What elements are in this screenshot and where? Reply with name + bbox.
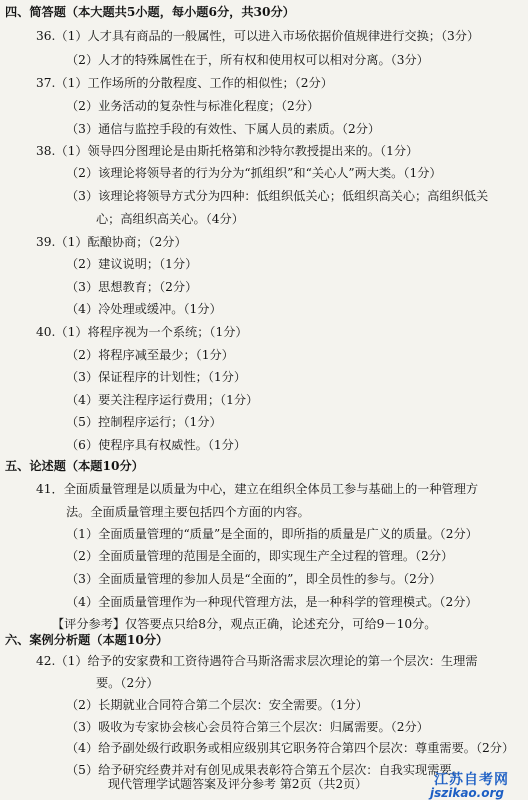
- text-line: 【评分参考】仅答要点只给8分，观点正确，论述充分，可给9－10分。: [52, 617, 437, 631]
- section-heading: 五、论述题（本题10分）: [5, 459, 144, 473]
- text-line: 42.（1）给予的安家费和工资待遇符合马斯洛需求层次理论的第一个层次：生理需: [36, 654, 478, 668]
- watermark-url: jszikao.org: [430, 786, 504, 800]
- text-line: （4）给予副处级行政职务或相应级别其它职务符合第四个层次：尊重需要。（2分）: [66, 741, 515, 755]
- text-line: （4）全面质量管理作为一种现代管理方法，是一种科学的管理模式。（2分）: [66, 595, 478, 609]
- text-line: 39.（1）酝酿协商；（2分）: [36, 235, 187, 249]
- section-heading: 四、简答题（本大题共5小题，每小题6分，共30分）: [5, 5, 295, 19]
- text-line: （3）全面质量管理的参加人员是“全面的”，即全员性的参与。（2分）: [66, 572, 442, 586]
- text-line: （2）业务活动的复杂性与标准化程度；（2分）: [66, 99, 320, 113]
- text-line: （2）长期就业合同符合第二个层次：安全需要。（1分）: [66, 698, 368, 712]
- watermark-logo: [428, 773, 526, 799]
- text-line: （1）全面质量管理的“质量”是全面的，即所指的质量是广义的质量。（2分）: [66, 527, 478, 541]
- text-line: （4）冷处理或缓冲。（1分）: [66, 302, 222, 316]
- text-line: （3）通信与监控手段的有效性、下属人员的素质。（2分）: [66, 122, 381, 136]
- text-line: （2）建议说明；（1分）: [66, 257, 198, 271]
- text-line: 37.（1）工作场所的分散程度、工作的相似性；（2分）: [36, 76, 333, 90]
- text-line: （2）人才的特殊属性在于，所有权和使用权可以相对分离。（3分）: [66, 53, 429, 67]
- text-line: 要。（2分）: [96, 676, 159, 690]
- text-line: 法。全面质量管理主要包括四个方面的内容。: [66, 505, 310, 519]
- text-line: （6）使程序具有权威性。（1分）: [66, 438, 247, 452]
- text-line: 心；高组织高关心。（4分）: [96, 212, 244, 226]
- text-line: （4）要关注程序运行费用；（1分）: [66, 393, 259, 407]
- section-heading: 六、案例分析题（本题10分）: [5, 633, 169, 647]
- text-line: （2）将程序减至最少；（1分）: [66, 348, 234, 362]
- watermark-name: 江苏自考网: [434, 772, 509, 788]
- text-line: 40.（1）将程序视为一个系统；（1分）: [36, 325, 248, 339]
- text-line: 38.（1）领导四分图理论是由斯托格第和沙特尔教授提出来的。（1分）: [36, 144, 419, 158]
- text-line: （3）吸收为专家协会核心会员符合第三个层次：归属需要。（2分）: [66, 720, 429, 734]
- text-line: （3）思想教育；（2分）: [66, 280, 198, 294]
- text-line: （3）该理论将领导方式分为四种：低组织低关心；低组织高关心；高组织低关: [66, 189, 489, 203]
- text-line: 41．全面质量管理是以质量为中心，建立在组织全体员工参与基础上的一种管理方: [36, 482, 479, 496]
- text-line: （2）该理论将领导者的行为分为“抓组织”和“关心人”两大类。（1分）: [66, 166, 442, 180]
- text-line: （2）全面质量管理的范围是全面的，即实现生产全过程的管理。（2分）: [66, 549, 454, 563]
- text-line: （3）保证程序的计划性；（1分）: [66, 370, 247, 384]
- text-line: 36.（1）人才具有商品的一般属性，可以进入市场依据价值规律进行交换；（3分）: [36, 29, 480, 43]
- text-line: （5）控制程序运行；（1分）: [66, 415, 222, 429]
- text-line: （5）给予研究经费并对有创见成果表彰符合第五个层次：自我实现需要。: [66, 763, 464, 777]
- page-footer: 现代管理学试题答案及评分参考 第2页（共2页）: [108, 777, 368, 791]
